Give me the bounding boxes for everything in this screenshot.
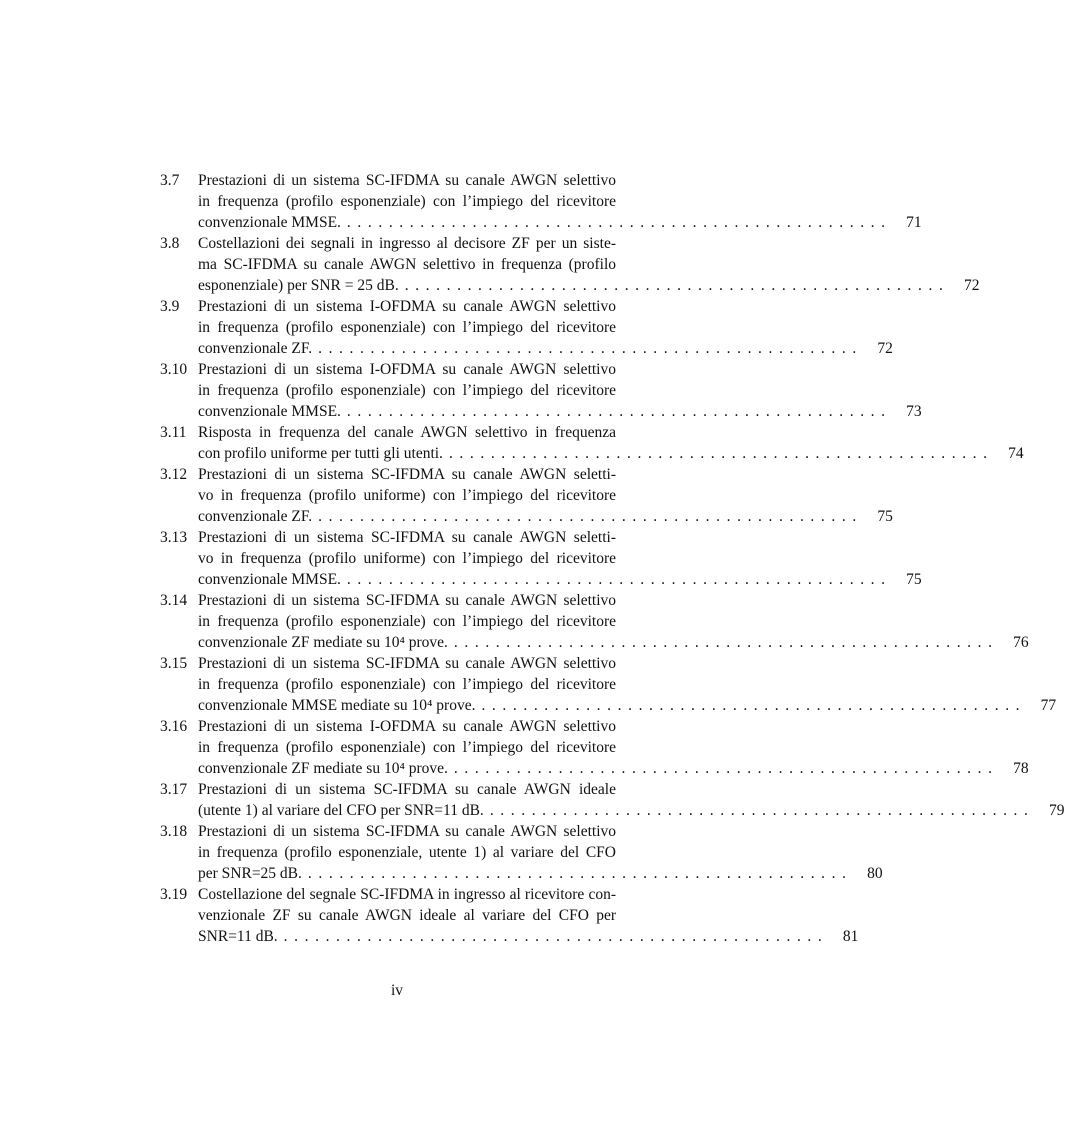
- entry-caption-last-line: [198, 695, 1057, 716]
- entry-caption-last-line: [198, 758, 1029, 779]
- entry-caption-last-line: [198, 926, 859, 947]
- entry-page-number[interactable]: 79: [1049, 802, 1065, 819]
- entry-page-number[interactable]: 75: [906, 571, 922, 588]
- entry-caption-end: convenzionale ZF.: [198, 340, 313, 357]
- entry-number: 3.9: [160, 298, 180, 315]
- entry-page-number[interactable]: 73: [906, 403, 922, 420]
- toc-entry[interactable]: [160, 170, 922, 233]
- entry-number: 3.12: [160, 466, 188, 483]
- toc-entry[interactable]: [160, 716, 1029, 779]
- dot-leader: ....................................................: [453, 760, 999, 777]
- dot-leader: ....................................................: [318, 340, 863, 357]
- entry-caption-last-line: [198, 401, 922, 422]
- dot-leader: ....................................................: [346, 571, 892, 588]
- entry-caption-end: convenzionale MMSE.: [198, 571, 341, 588]
- entry-caption-end: convenzionale ZF.: [198, 508, 313, 525]
- toc-entry[interactable]: [160, 359, 922, 422]
- entry-number: 3.16: [160, 718, 188, 735]
- entry-caption-end: con profilo uniforme per tutti gli utenti.: [198, 445, 443, 462]
- entry-caption-line: Prestazioni di un sistema SC-IFDMA su canale AWGN selettivo: [198, 172, 616, 189]
- entry-caption-line: in frequenza (profilo esponenziale) con l’impiego del ricevitore: [198, 613, 616, 630]
- entry-caption-line: Prestazioni di un sistema SC-IFDMA su canale AWGN seletti-: [198, 529, 616, 546]
- entry-page-number[interactable]: 77: [1040, 697, 1057, 714]
- entry-number: 3.13: [160, 529, 188, 546]
- toc-entry[interactable]: [160, 884, 859, 947]
- entry-caption-line: in frequenza (profilo esponenziale) con l’impiego del ricevitore: [198, 319, 616, 336]
- dot-leader: ....................................................: [307, 865, 853, 882]
- entry-number: 3.7: [160, 172, 180, 189]
- toc-entry[interactable]: [160, 653, 1057, 716]
- entry-caption-line: Costellazioni dei segnali in ingresso al decisore ZF per un siste-: [198, 235, 616, 252]
- dot-leader: ....................................................: [283, 928, 829, 945]
- page-number: iv: [390, 982, 404, 999]
- entry-caption-end: convenzionale ZF mediate su 10⁴ prove.: [198, 760, 448, 777]
- entry-caption-end: (utente 1) al variare del CFO per SNR=11 dB.: [198, 802, 484, 819]
- entry-caption-last-line: [198, 506, 893, 527]
- dot-leader: ....................................................: [448, 445, 994, 462]
- entry-caption-line: ma SC-IFDMA su canale AWGN selettivo in frequenza (profilo: [198, 256, 616, 273]
- entry-caption-last-line: [198, 632, 1029, 653]
- entry-caption-last-line: [198, 443, 1024, 464]
- toc-entry[interactable]: [160, 422, 1024, 464]
- entry-caption-end: SNR=11 dB.: [198, 928, 278, 945]
- entry-number: 3.14: [160, 592, 188, 609]
- entry-caption-line: vo in frequenza (profilo uniforme) con l’impiego del ricevitore: [198, 487, 616, 504]
- entry-number: 3.17: [160, 781, 188, 798]
- toc-entry[interactable]: [160, 821, 883, 884]
- entry-page-number[interactable]: 74: [1008, 445, 1024, 462]
- entry-caption-last-line: [198, 569, 922, 590]
- dot-leader: ....................................................: [453, 634, 999, 651]
- entry-caption-end: per SNR=25 dB.: [198, 865, 302, 882]
- entry-caption-line: Costellazione del segnale SC-IFDMA in ingresso al ricevitore con-: [198, 886, 616, 903]
- dot-leader: ....................................................: [481, 697, 1027, 714]
- entry-caption-line: in frequenza (profilo esponenziale, utente 1) al variare del CFO: [198, 844, 616, 861]
- entry-caption-line: Prestazioni di un sistema SC-IFDMA su canale AWGN seletti-: [198, 466, 616, 483]
- dot-leader: ....................................................: [318, 508, 863, 525]
- entry-caption-end: convenzionale MMSE.: [198, 403, 341, 420]
- entry-page-number[interactable]: 71: [906, 214, 922, 231]
- dot-leader: ....................................................: [346, 403, 892, 420]
- entry-caption-end: convenzionale MMSE mediate su 10⁴ prove.: [198, 697, 476, 714]
- entry-caption-end: convenzionale ZF mediate su 10⁴ prove.: [198, 634, 448, 651]
- entry-caption-line: in frequenza (profilo esponenziale) con l’impiego del ricevitore: [198, 382, 616, 399]
- entry-caption-line: in frequenza (profilo esponenziale) con l’impiego del ricevitore: [198, 193, 616, 210]
- entry-number: 3.8: [160, 235, 180, 252]
- entry-caption-last-line: [198, 275, 980, 296]
- toc-entry[interactable]: [160, 527, 922, 590]
- entry-page-number[interactable]: 76: [1013, 634, 1029, 651]
- toc-entry[interactable]: [160, 464, 893, 527]
- entry-caption-line: Prestazioni di un sistema SC-IFDMA su canale AWGN ideale: [198, 781, 616, 798]
- entry-caption-last-line: [198, 863, 883, 884]
- entry-caption-line: Prestazioni di un sistema I-OFDMA su canale AWGN selettivo: [198, 361, 616, 378]
- toc-entry[interactable]: [160, 296, 893, 359]
- entry-number: 3.15: [160, 655, 188, 672]
- entry-caption-line: Prestazioni di un sistema SC-IFDMA su canale AWGN selettivo: [198, 823, 616, 840]
- entry-caption-last-line: [198, 800, 1065, 821]
- entry-caption-line: venzionale ZF su canale AWGN ideale al variare del CFO per: [198, 907, 616, 924]
- toc-entry[interactable]: [160, 233, 980, 296]
- toc-entry[interactable]: [160, 590, 1029, 653]
- entry-number: 3.19: [160, 886, 188, 903]
- entry-number: 3.11: [160, 424, 187, 441]
- toc-entry[interactable]: [160, 779, 1065, 821]
- entry-page-number[interactable]: 75: [877, 508, 893, 525]
- entry-page-number[interactable]: 80: [867, 865, 883, 882]
- entry-caption-last-line: [198, 338, 893, 359]
- entry-number: 3.18: [160, 823, 188, 840]
- entry-caption-line: in frequenza (profilo esponenziale) con l’impiego del ricevitore: [198, 739, 616, 756]
- list-of-figures: [160, 170, 1065, 947]
- dot-leader: ....................................................: [489, 802, 1035, 819]
- entry-caption-end: esponenziale) per SNR = 25 dB.: [198, 277, 399, 294]
- entry-caption-line: Risposta in frequenza del canale AWGN selettivo in frequenza: [198, 424, 616, 441]
- entry-page-number[interactable]: 78: [1013, 760, 1029, 777]
- entry-page-number[interactable]: 72: [963, 277, 980, 294]
- entry-page-number[interactable]: 81: [842, 928, 859, 945]
- entry-caption-last-line: [198, 212, 922, 233]
- dot-leader: ....................................................: [346, 214, 892, 231]
- entry-number: 3.10: [160, 361, 188, 378]
- entry-caption-line: vo in frequenza (profilo uniforme) con l’impiego del ricevitore: [198, 550, 616, 567]
- entry-caption-line: Prestazioni di un sistema I-OFDMA su canale AWGN selettivo: [198, 718, 616, 735]
- entry-caption-end: convenzionale MMSE.: [198, 214, 341, 231]
- entry-caption-line: Prestazioni di un sistema I-OFDMA su canale AWGN selettivo: [198, 298, 616, 315]
- entry-caption-line: Prestazioni di un sistema SC-IFDMA su canale AWGN selettivo: [198, 592, 616, 609]
- entry-page-number[interactable]: 72: [877, 340, 893, 357]
- entry-caption-line: in frequenza (profilo esponenziale) con l’impiego del ricevitore: [198, 676, 616, 693]
- entry-caption-line: Prestazioni di un sistema SC-IFDMA su canale AWGN selettivo: [198, 655, 616, 672]
- dot-leader: ....................................................: [404, 277, 950, 294]
